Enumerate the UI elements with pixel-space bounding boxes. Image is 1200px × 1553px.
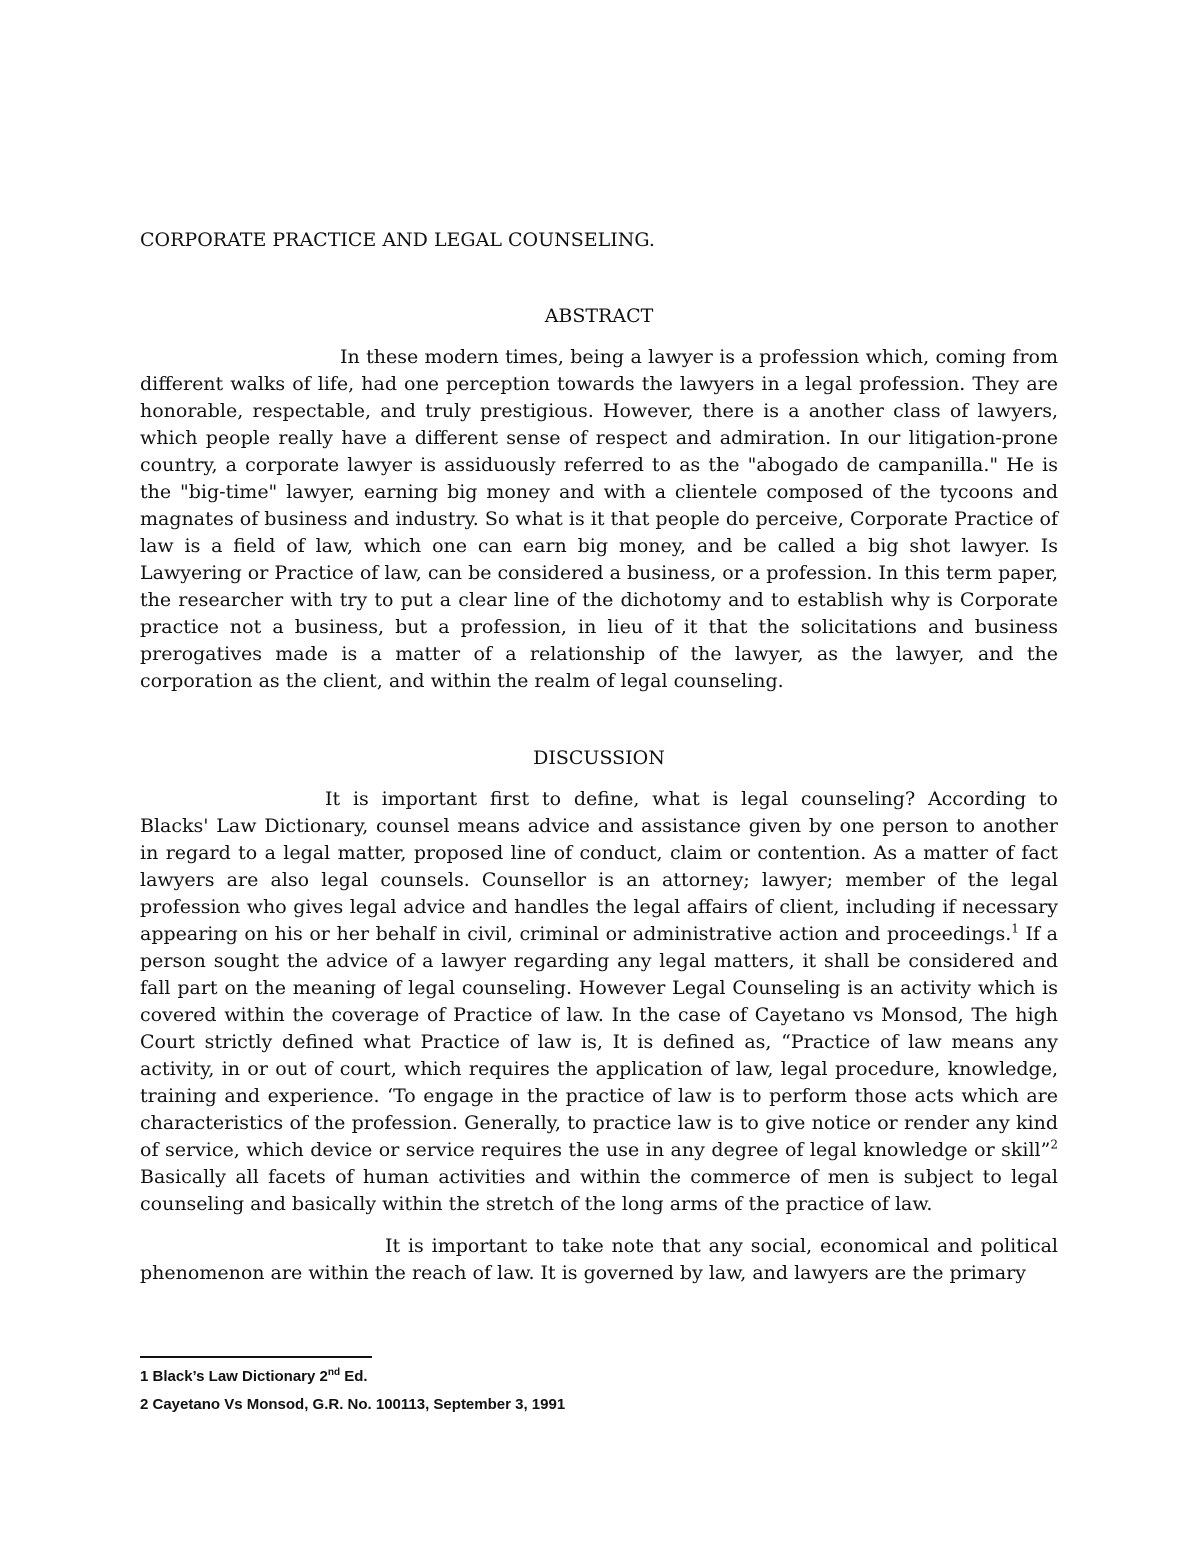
- spacer: [140, 1218, 1058, 1233]
- spacer: [140, 330, 1058, 344]
- footnotes: [140, 1363, 1040, 1419]
- discussion-heading: DISCUSSION: [533, 747, 665, 769]
- discussion-text-part-2: If a person sought the advice of a lawyer regarding any legal matters, it shall be considered and fall part on the meaning of legal counseling. However Legal Counseling is an activity which is covered within the coverage of Practice of law. In the case of Cayetano vs Monsod, The high Court strictly defined what Practice of law is, It is defined as, “Practice of law means any activity, in or out of court, which requires the application of law, legal procedure, knowledge, training and experience. ‘To engage in the practice of law is to perform those acts which are characteristics of the profession. Generally, to practice law is to give notice or render any kind of service, which device or service requires the use in any degree of legal knowledge or skill”: [140, 923, 1058, 1161]
- document-title: CORPORATE PRACTICE AND LEGAL COUNSELING.: [140, 229, 655, 251]
- footnote-1-superscript: nd: [327, 1367, 341, 1378]
- abstract-paragraph: In these modern times, being a lawyer is a profession which, coming from different walks of life, had one perception towards the lawyers in a legal profession. They are honorable, respectable, and truly prestigious. However, there is a another class of lawyers, which people really have a different sense of respect and admiration. In our litigation-prone country, a corporate lawyer is assiduously referred to as the "abogado de campanilla." He is the "big-time" lawyer, earning big money and with a clientele composed of the tycoons and magnates of business and industry. So what is it that people do perceive, Corporate Practice of law is a field of law, which one can earn big money, and be called a big shot lawyer. Is Lawyering or Practice of law, can be considered a business, or a profession. In this term paper, the researcher with try to put a clear line of the dichotomy and to establish why is Corporate practice not a business, but a profession, in lieu of it that the solicitations and business prerogatives made is a matter of a relationship of the lawyer, as the lawyer, and the corporation as the client, and within the realm of legal counseling.: [140, 346, 1058, 692]
- document-body: [140, 227, 1058, 1287]
- footnote-1-tail: Ed.: [340, 1368, 368, 1385]
- footnote-2: 2 Cayetano Vs Monsod, G.R. No. 100113, September 3, 1991: [140, 1396, 566, 1413]
- discussion-text-part-1: It is important first to define, what is legal counseling? According to Blacks' Law Dictionary, counsel means advice and assistance given by one person to another in regard to a legal matter, proposed line of conduct, claim or contention. As a matter of fact lawyers are also legal counsels. Counsellor is an attorney; lawyer; member of the legal profession who gives legal advice and handles the legal affairs of client, including if necessary appearing on his or her behalf in civil, criminal or administrative action and proceedings.: [140, 788, 1058, 945]
- abstract-heading: ABSTRACT: [544, 305, 654, 327]
- discussion-paragraph-1: [140, 786, 1058, 1218]
- footnote-1-text: 1 Black’s Law Dictionary 2: [140, 1368, 328, 1385]
- spacer: [140, 695, 1058, 745]
- footnote-separator: [140, 1356, 372, 1358]
- footnote-1: [140, 1363, 1040, 1391]
- discussion-paragraph-2: It is important to take note that any social, economical and political phenomenon are within the reach of law. It is governed by law, and lawyers are the primary: [140, 1235, 1058, 1284]
- spacer: [140, 772, 1058, 786]
- discussion-text-part-3: Basically all facets of human activities and within the commerce of men is subject to legal counseling and basically within the stretch of the long arms of the practice of law.: [140, 1166, 1058, 1215]
- spacer: [140, 254, 1058, 303]
- footnote-ref-1: 1: [1011, 921, 1019, 936]
- footnote-ref-2: 2: [1050, 1137, 1058, 1152]
